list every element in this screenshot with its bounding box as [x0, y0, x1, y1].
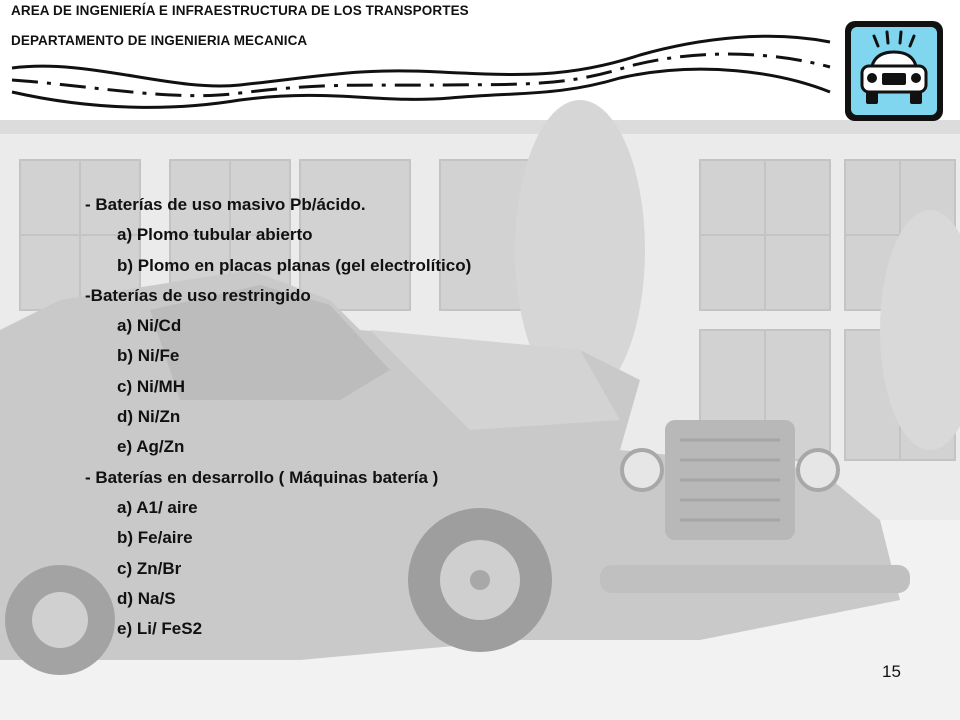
list-subitem: b) Plomo en placas planas (gel electrolítico) — [117, 255, 472, 275]
list-subitem: d) Ni/Zn — [117, 407, 181, 427]
road-decoration — [0, 30, 840, 120]
list-subitem: c) Zn/Br — [117, 558, 182, 578]
list-subitem: a) Plomo tubular abierto — [117, 225, 313, 245]
list-subitem: b) Fe/aire — [117, 528, 193, 548]
list-subitem: e) Li/ FeS2 — [117, 619, 203, 639]
battery-types-list — [85, 190, 471, 644]
page-number: 15 — [882, 662, 901, 681]
list-heading: - Baterías de uso masivo Pb/ácido. — [85, 195, 366, 214]
list-subitem: a) Ni/Cd — [117, 316, 182, 336]
list-subitem: b) Ni/Fe — [117, 346, 180, 366]
list-heading: - Baterías en desarrollo ( Máquinas batería ) — [85, 467, 439, 487]
list-subitem: e) Ag/Zn — [117, 437, 185, 457]
list-subitem: a) A1/ aire — [117, 497, 198, 517]
car-icon — [842, 18, 946, 124]
list-subitem: d) Na/S — [117, 588, 176, 608]
list-heading: -Baterías de uso restringido — [85, 285, 311, 305]
header-area-title: AREA DE INGENIERÍA E INFRAESTRUCTURA DE LOS TRANSPORTES — [11, 3, 469, 18]
header-department-title: DEPARTAMENTO DE INGENIERIA MECANICA — [11, 33, 308, 48]
list-subitem: c) Ni/MH — [117, 376, 185, 396]
